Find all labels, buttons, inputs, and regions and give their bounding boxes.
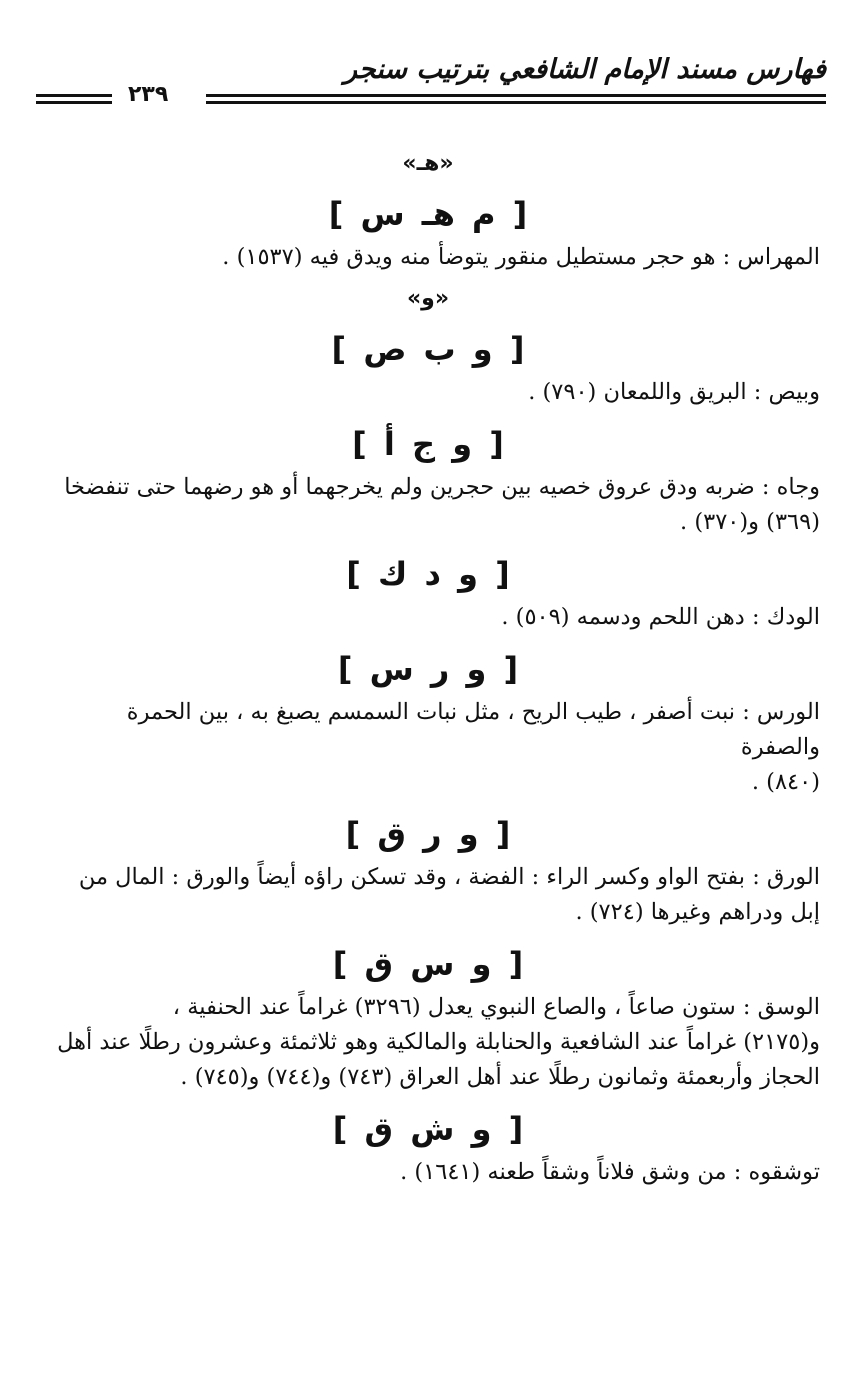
entry-line: (٨٤٠) . [751,769,820,795]
glossary-entry [36,695,820,800]
glossary-entry [36,375,820,410]
running-header [36,46,826,116]
index-content [36,146,820,1196]
entry-line: (٣٦٩) و(٣٧٠) . [680,509,820,535]
glossary-entry [36,1155,820,1190]
running-title: فهارس مسند الإمام الشافعي بترتيب سنجر [343,54,826,85]
entry-line: الحجاز وأربعمئة وثمانون رطلًا عند أهل العراق (٧٤٣) و(٧٤٤) و(٧٤٥) . [180,1064,820,1090]
root-heading: [ و س ق ] [332,945,524,983]
entry-line: و(٢١٧٥) غراماً عند الشافعية والحنابلة والمالكية وهو ثلاثمئة وعشرون رطلًا عند أهل [57,1029,820,1055]
glossary-entry [36,600,820,635]
entry-line: والصفرة [740,734,820,760]
entry-line: المهراس : هو حجر مستطيل منقور يتوضأ منه ويدق فيه (١٥٣٧) . [222,244,820,270]
root-heading: [ و ر س ] [337,650,519,688]
page-number: ٢٣٩ [128,82,169,107]
glossary-entry [36,860,820,930]
header-rule [206,94,826,97]
entry-line: الودك : دهن اللحم ودسمه (٥٠٩) . [501,604,820,630]
header-rule [206,101,826,104]
entry-line: وجاه : ضربه ودق عروق خصيه بين حجرين ولم يخرجهما أو هو رضهما حتى تنفضخا [64,474,820,500]
root-heading: [ و ر ق ] [345,815,511,853]
root-heading: [ م هـ س ] [328,195,528,233]
entry-line: الورق : بفتح الواو وكسر الراء : الفضة ، وقد تسكن راؤه أيضاً والورق : المال من [78,864,820,890]
letter-heading: «هـ» [402,151,454,176]
header-rule [36,101,112,104]
glossary-entry [36,240,820,275]
root-heading: [ و ش ق ] [332,1110,524,1148]
root-heading: [ و د ك ] [346,555,510,593]
glossary-entry [36,990,820,1095]
glossary-entry [36,470,820,540]
letter-heading: «و» [406,286,450,311]
root-heading: [ و ج أ ] [352,425,504,463]
entry-line: الوسق : ستون صاعاً ، والصاع النبوي يعدل (٣٢٩٦) غراماً عند الحنفية ، [172,994,820,1020]
entry-line: الورس : نبت أصفر ، طيب الريح ، مثل نبات السمسم يصبغ به ، بين الحمرة [126,699,820,725]
entry-line: توشقوه : من وشق فلاناً وشقاً طعنه (١٦٤١) . [400,1159,820,1185]
root-heading: [ و ب ص ] [331,330,525,368]
header-rule [36,94,112,97]
entry-line: إبل ودراهم وغيرها (٧٢٤) . [575,899,820,925]
entry-line: وبيص : البريق واللمعان (٧٩٠) . [528,379,820,405]
